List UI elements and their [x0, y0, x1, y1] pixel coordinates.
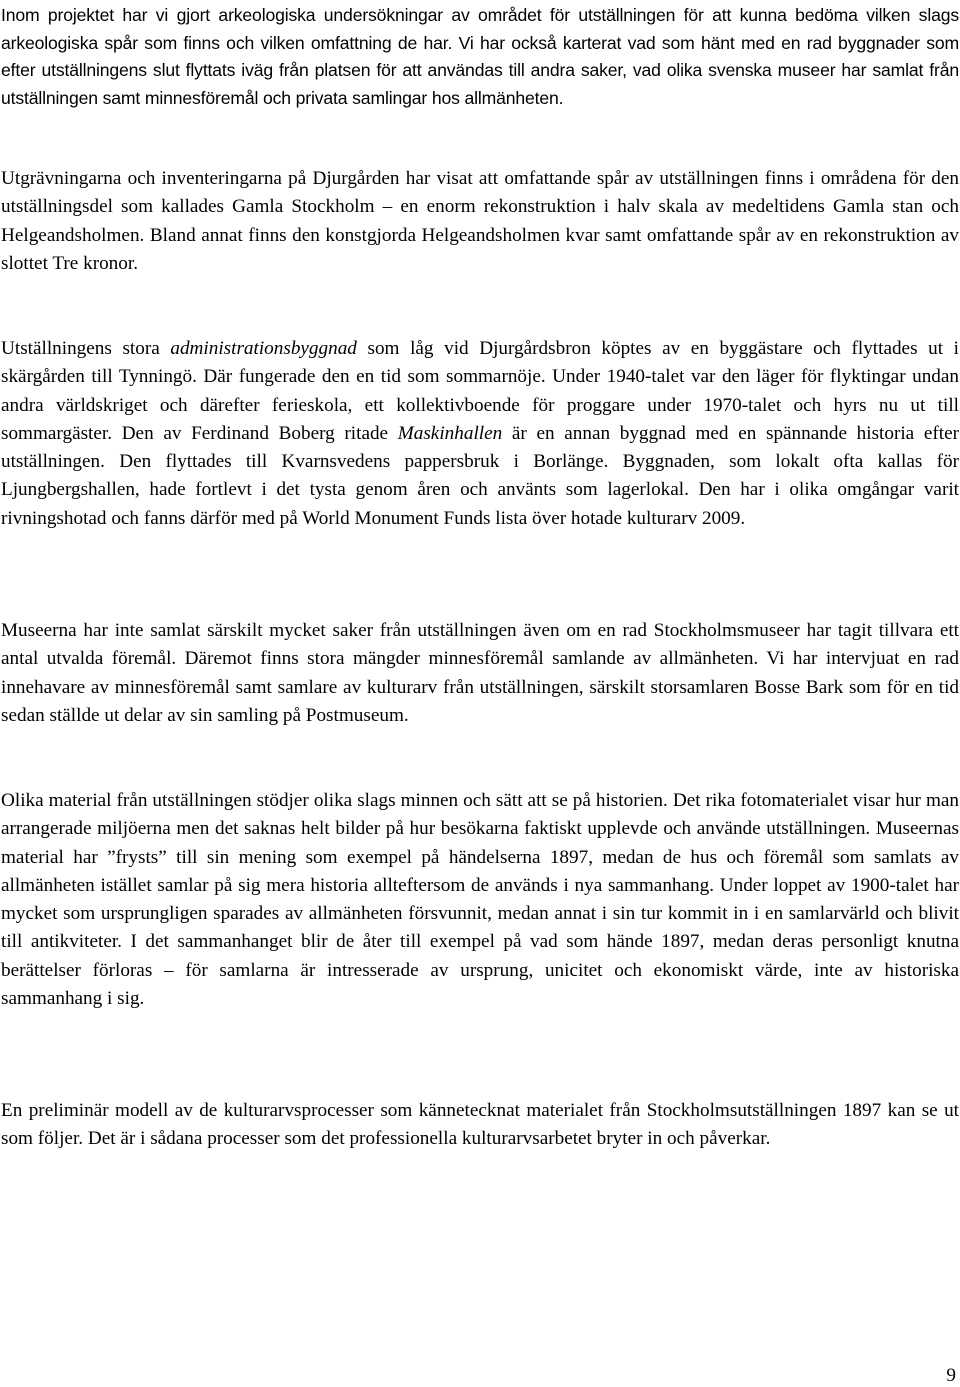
- paragraph-buildings-text-1: Utställningens stora: [1, 338, 171, 359]
- italic-term-administration-building: administrationsbyggnad: [170, 338, 357, 359]
- paragraph-excavations: Utgrävningarna och inventeringarna på Djurgården har visat att omfattande spår av utställningen finns i områdena för den utställningsdel som kallades Gamla Stockholm – en enorm rekonstruktion i halv skala av medeltidens Gamla stan och Helgeandsholmen. Bland annat finns den konstgjorda Helgeandsholmen kvar samt omfattande spår av en rekonstruktion av slottet Tre kronor.: [1, 168, 959, 274]
- paragraph-model: En preliminär modell av de kulturarvsprocesser som kännetecknat materialet från Stockholmsutställningen 1897 kan se ut som följer. Det är i sådana processer som det professionella kulturarvsarbetet bryter in och påverkar.: [1, 1100, 959, 1150]
- paragraph-museums: Museerna har inte samlat särskilt mycket saker från utställningen även om en rad Stockholmsmuseer har tagit tillvara ett antal utvalda föremål. Däremot finns stora mängder minnesföremål samlande av allmänheten. Vi har intervjuat en rad innehavare av minnesföremål samt samlare av kulturarv från utställningen, särskilt storsamlaren Bosse Bark som för en tid sedan ställde ut delar av sin samling på Postmuseum.: [1, 620, 959, 726]
- paragraph-buildings-text-3: är en annan byggnad med en spännande historia efter utställningen. Den flyttades till Kvarnsvedens pappersbruk i Borlänge. Byggnaden, som lokalt ofta kallas för Ljungbergshallen, hade fortlevt i det tysta genom åren och använts som lagerlokal. Den har i olika omgångar varit rivningshotad och fanns därför med på World Monument Funds lista över hotade kulturarv 2009.: [1, 422, 960, 529]
- paragraph-buildings: [1, 335, 959, 533]
- page-number: 9: [946, 1365, 956, 1386]
- paragraph-intro: Inom projektet har vi gjort arkeologiska undersökningar av området för utställningen för att kunna bedöma vilken slags arkeologiska spår som finns och vilken omfattning de har. Vi har också karterat vad som hänt med en rad byggnader som efter utställningens slut flyttats iväg från platsen för att användas till andra saker, vad olika svenska museer har samlat från utställningen samt minnesföremål och privata samlingar hos allmänheten.: [1, 5, 959, 108]
- paragraph-materials: Olika material från utställningen stödjer olika slags minnen och sätt att se på historien. Det rika fotomaterialet visar hur man arrangerade miljöerna men det saknas helt bilder på hur besökarna faktiskt upplevde och använde utställningen. Museernas material har ”frysts” till sin mening som exempel på händelserna 1897, medan de hus och föremål som samlats av allmänheten istället samlar på sig mera historia allteftersom de används i nya sammanhang. Under loppet av 1900-talet har mycket som ursprungligen sparades av allmänheten försvunnit, medan annat i sin tur kommit in i en samlarvärld och blivit till antikviteter. I det sammanhanget blir de åter till exempel på vad som hände 1897, medan deras personligt knutna berättelser förloras – för samlarna är intresserade av ursprung, unicitet och ekonomiskt värde, inte av historiska sammanhang i sig.: [1, 790, 959, 1010]
- paragraph-buildings-text-2: som låg vid Djurgårdsbron köptes av en byggästare och flyttades ut i skärgården till Tynningö. Där fungerade den en tid som sommarnöje. Under 1940-talet var den läger för flyktingar undan andra världskriget och därefter ferieskola, ett kollektivboende för proggare under 1970-talet och hyrs nu ut till sommargäster. Den av Ferdinand Boberg ritade: [1, 338, 959, 444]
- italic-term-machine-hall: Maskinhallen: [397, 422, 503, 444]
